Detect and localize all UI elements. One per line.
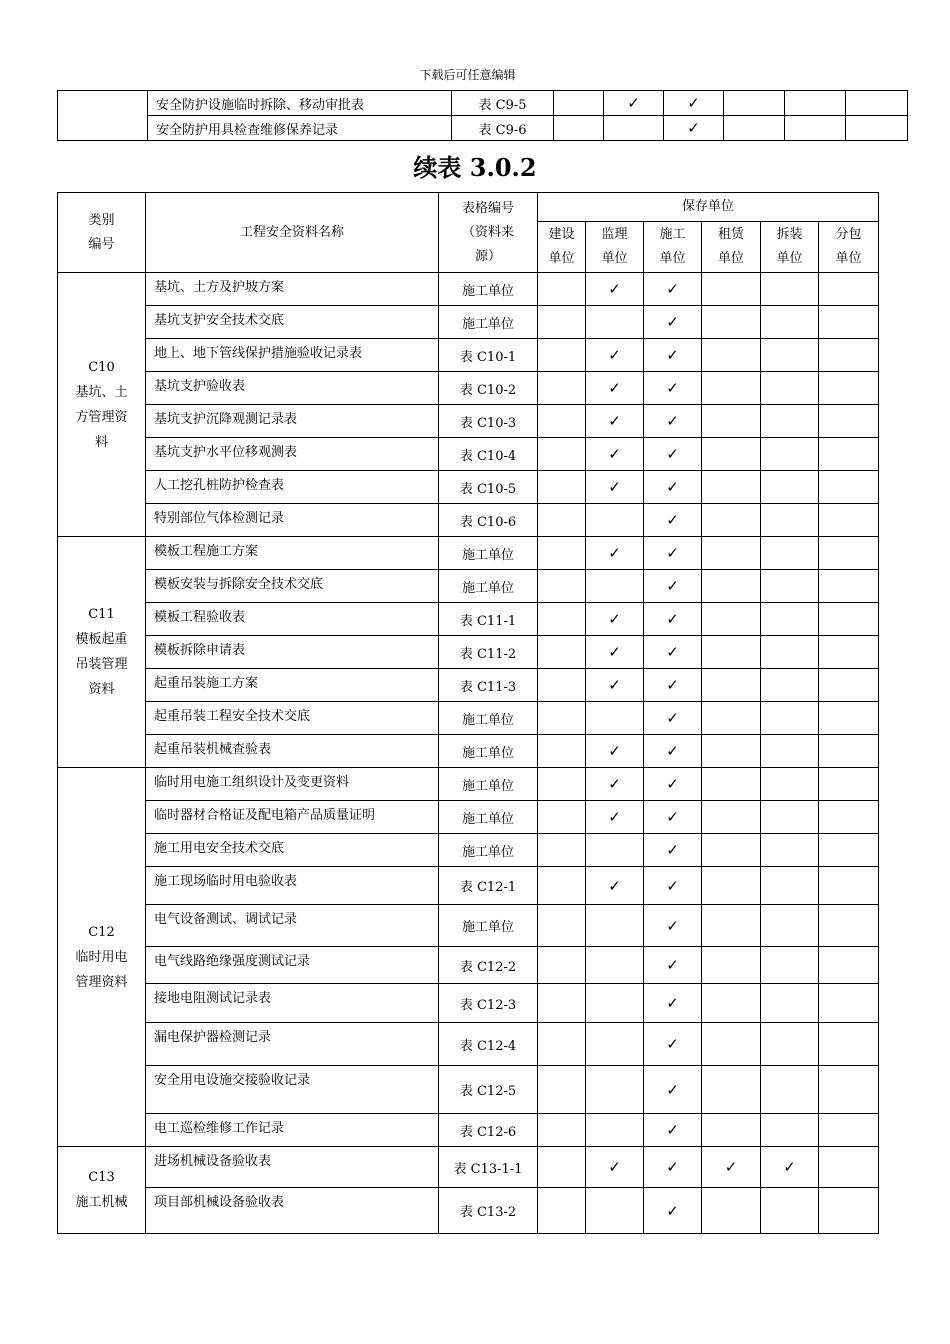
empty-cell (819, 438, 879, 471)
record-code: 施工单位 (439, 834, 538, 867)
empty-cell (702, 984, 761, 1023)
empty-cell (538, 636, 586, 669)
record-code: 施工单位 (439, 306, 538, 339)
empty-cell (538, 537, 586, 570)
empty-cell (819, 867, 879, 905)
category-cell (58, 91, 148, 141)
empty-cell (538, 768, 586, 801)
check-mark: ✓ (644, 702, 702, 735)
empty-cell (702, 1114, 761, 1147)
empty-cell (761, 669, 819, 702)
empty-cell (586, 947, 644, 984)
empty-cell (538, 1147, 586, 1188)
record-name: 人工挖孔桩防护检查表 (146, 471, 439, 504)
category-cell: C13 施工机械 (58, 1147, 146, 1234)
record-code: 表 C11-1 (439, 603, 538, 636)
check-mark: ✓ (644, 867, 702, 905)
table-row (58, 273, 879, 306)
empty-cell (819, 669, 879, 702)
top-table (57, 90, 908, 141)
empty-cell (702, 735, 761, 768)
check-mark: ✓ (644, 405, 702, 438)
header-unit: 监理 单位 (586, 222, 644, 273)
check-mark: ✓ (644, 504, 702, 537)
record-code: 表 C10-5 (439, 471, 538, 504)
empty-cell (538, 405, 586, 438)
empty-cell (702, 801, 761, 834)
table-row (58, 306, 879, 339)
table-row (58, 636, 879, 669)
record-name: 安全防护设施临时拆除、移动审批表 (148, 91, 452, 116)
empty-cell (702, 537, 761, 570)
empty-cell (538, 306, 586, 339)
record-name: 电气设备测试、调试记录 (146, 905, 439, 947)
empty-cell (604, 116, 664, 141)
record-code: 施工单位 (439, 735, 538, 768)
check-mark: ✓ (586, 867, 644, 905)
empty-cell (538, 801, 586, 834)
empty-cell (819, 537, 879, 570)
record-code: 表 C9-6 (452, 116, 554, 141)
table-row (58, 471, 879, 504)
empty-cell (586, 1066, 644, 1114)
empty-cell (761, 1188, 819, 1234)
header-code: 表格编号 （资料来 源） (439, 193, 538, 273)
table-row (58, 504, 879, 537)
empty-cell (702, 702, 761, 735)
empty-cell (702, 570, 761, 603)
empty-cell (702, 636, 761, 669)
empty-cell (761, 735, 819, 768)
record-code: 施工单位 (439, 768, 538, 801)
empty-cell (538, 947, 586, 984)
empty-cell (761, 984, 819, 1023)
empty-cell (819, 306, 879, 339)
check-mark: ✓ (644, 603, 702, 636)
empty-cell (702, 867, 761, 905)
empty-cell (702, 471, 761, 504)
check-mark: ✓ (644, 735, 702, 768)
record-name: 基坑支护水平位移观测表 (146, 438, 439, 471)
empty-cell (538, 669, 586, 702)
check-mark: ✓ (586, 405, 644, 438)
record-name: 模板拆除申请表 (146, 636, 439, 669)
empty-cell (761, 471, 819, 504)
record-name: 模板工程施工方案 (146, 537, 439, 570)
empty-cell (702, 669, 761, 702)
check-mark: ✓ (702, 1147, 761, 1188)
record-code: 施工单位 (439, 801, 538, 834)
empty-cell (586, 984, 644, 1023)
table-row (58, 116, 908, 141)
record-code: 表 C12-2 (439, 947, 538, 984)
table-row (58, 984, 879, 1023)
empty-cell (586, 570, 644, 603)
empty-cell (586, 306, 644, 339)
check-mark: ✓ (586, 273, 644, 306)
empty-cell (586, 1114, 644, 1147)
table-row (58, 1023, 879, 1066)
empty-cell (586, 905, 644, 947)
record-code: 表 C10-4 (439, 438, 538, 471)
check-mark: ✓ (644, 984, 702, 1023)
empty-cell (761, 273, 819, 306)
empty-cell (761, 537, 819, 570)
empty-cell (761, 905, 819, 947)
record-name: 漏电保护器检测记录 (146, 1023, 439, 1066)
empty-cell (702, 438, 761, 471)
record-code: 表 C12-6 (439, 1114, 538, 1147)
empty-cell (538, 1188, 586, 1234)
check-mark: ✓ (644, 1188, 702, 1234)
check-mark: ✓ (644, 1147, 702, 1188)
empty-cell (819, 504, 879, 537)
record-code: 表 C10-2 (439, 372, 538, 405)
record-name: 基坑支护验收表 (146, 372, 439, 405)
header-storage: 保存单位 (538, 193, 879, 222)
empty-cell (761, 768, 819, 801)
empty-cell (702, 273, 761, 306)
empty-cell (761, 504, 819, 537)
check-mark: ✓ (586, 735, 644, 768)
empty-cell (761, 438, 819, 471)
empty-cell (586, 834, 644, 867)
empty-cell (819, 636, 879, 669)
category-cell: C11 模板起重 吊装管理 资料 (58, 537, 146, 768)
check-mark: ✓ (644, 834, 702, 867)
empty-cell (761, 603, 819, 636)
empty-cell (538, 735, 586, 768)
table-row (58, 438, 879, 471)
check-mark: ✓ (586, 438, 644, 471)
record-code: 表 C13-1-1 (439, 1147, 538, 1188)
empty-cell (819, 905, 879, 947)
table-row (58, 1188, 879, 1234)
record-code: 表 C9-5 (452, 91, 554, 116)
check-mark: ✓ (644, 768, 702, 801)
empty-cell (586, 1023, 644, 1066)
empty-cell (702, 905, 761, 947)
record-name: 基坑支护沉降观测记录表 (146, 405, 439, 438)
table-row (58, 1066, 879, 1114)
main-table (57, 192, 879, 1234)
empty-cell (819, 339, 879, 372)
empty-cell (538, 834, 586, 867)
check-mark: ✓ (586, 1147, 644, 1188)
empty-cell (554, 91, 604, 116)
record-code: 表 C12-4 (439, 1023, 538, 1066)
record-name: 项目部机械设备验收表 (146, 1188, 439, 1234)
record-name: 模板安装与拆除安全技术交底 (146, 570, 439, 603)
empty-cell (819, 1114, 879, 1147)
table-row (58, 570, 879, 603)
header-unit: 租赁 单位 (702, 222, 761, 273)
record-name: 起重吊装机械查验表 (146, 735, 439, 768)
record-name: 进场机械设备验收表 (146, 1147, 439, 1188)
empty-cell (586, 702, 644, 735)
check-mark: ✓ (644, 273, 702, 306)
empty-cell (819, 735, 879, 768)
empty-cell (538, 603, 586, 636)
empty-cell (702, 768, 761, 801)
check-mark: ✓ (644, 1023, 702, 1066)
table-row (58, 603, 879, 636)
record-code: 表 C10-1 (439, 339, 538, 372)
empty-cell (761, 1114, 819, 1147)
check-mark: ✓ (586, 768, 644, 801)
table-row (58, 1114, 879, 1147)
empty-cell (724, 116, 785, 141)
empty-cell (819, 471, 879, 504)
table-row (58, 905, 879, 947)
table-row (58, 339, 879, 372)
record-name: 接地电阻测试记录表 (146, 984, 439, 1023)
table-row (58, 91, 908, 116)
check-mark: ✓ (644, 471, 702, 504)
table-row (58, 801, 879, 834)
empty-cell (846, 116, 908, 141)
record-name: 电气线路绝缘强度测试记录 (146, 947, 439, 984)
check-mark: ✓ (586, 801, 644, 834)
empty-cell (538, 471, 586, 504)
record-name: 电工巡检维修工作记录 (146, 1114, 439, 1147)
empty-cell (702, 1188, 761, 1234)
record-code: 表 C13-2 (439, 1188, 538, 1234)
check-mark: ✓ (644, 339, 702, 372)
empty-cell (761, 636, 819, 669)
record-code: 表 C10-6 (439, 504, 538, 537)
check-mark: ✓ (586, 339, 644, 372)
empty-cell (538, 1023, 586, 1066)
empty-cell (724, 91, 785, 116)
empty-cell (538, 1066, 586, 1114)
record-code: 表 C12-1 (439, 867, 538, 905)
empty-cell (538, 570, 586, 603)
empty-cell (819, 1066, 879, 1114)
table-row (58, 702, 879, 735)
table-row (58, 669, 879, 702)
empty-cell (538, 438, 586, 471)
table-row (58, 372, 879, 405)
empty-cell (538, 984, 586, 1023)
empty-cell (761, 372, 819, 405)
header-note: 下载后可任意编辑 (419, 68, 516, 82)
check-mark: ✓ (644, 636, 702, 669)
check-mark: ✓ (761, 1147, 819, 1188)
empty-cell (819, 1188, 879, 1234)
check-mark: ✓ (644, 669, 702, 702)
empty-cell (819, 984, 879, 1023)
empty-cell (538, 339, 586, 372)
empty-cell (702, 947, 761, 984)
check-mark: ✓ (586, 603, 644, 636)
table-title: 续表 3.0.2 (413, 153, 537, 182)
empty-cell (702, 306, 761, 339)
record-code: 施工单位 (439, 905, 538, 947)
empty-cell (702, 1066, 761, 1114)
header-name: 工程安全资料名称 (146, 193, 439, 273)
record-name: 临时用电施工组织设计及变更资料 (146, 768, 439, 801)
record-code: 表 C11-2 (439, 636, 538, 669)
record-code: 施工单位 (439, 537, 538, 570)
empty-cell (586, 504, 644, 537)
record-name: 安全防护用具检查维修保养记录 (148, 116, 452, 141)
record-name: 地上、地下管线保护措施验收记录表 (146, 339, 439, 372)
table-row (58, 537, 879, 570)
check-mark: ✓ (644, 801, 702, 834)
table-row (58, 947, 879, 984)
empty-cell (819, 273, 879, 306)
empty-cell (538, 1114, 586, 1147)
empty-cell (702, 339, 761, 372)
empty-cell (761, 801, 819, 834)
record-code: 表 C12-5 (439, 1066, 538, 1114)
record-name: 模板工程验收表 (146, 603, 439, 636)
check-mark: ✓ (644, 570, 702, 603)
empty-cell (846, 91, 908, 116)
header-unit: 拆装 单位 (761, 222, 819, 273)
record-name: 起重吊装工程安全技术交底 (146, 702, 439, 735)
empty-cell (761, 306, 819, 339)
empty-cell (702, 1023, 761, 1066)
check-mark: ✓ (586, 537, 644, 570)
record-name: 特别部位气体检测记录 (146, 504, 439, 537)
empty-cell (538, 702, 586, 735)
check-mark: ✓ (644, 372, 702, 405)
empty-cell (538, 504, 586, 537)
table-row (58, 834, 879, 867)
empty-cell (538, 905, 586, 947)
empty-cell (702, 405, 761, 438)
empty-cell (702, 504, 761, 537)
check-mark: ✓ (586, 372, 644, 405)
empty-cell (702, 603, 761, 636)
empty-cell (819, 834, 879, 867)
table-row (58, 405, 879, 438)
empty-cell (785, 116, 846, 141)
empty-cell (761, 867, 819, 905)
empty-cell (785, 91, 846, 116)
check-mark: ✓ (644, 1066, 702, 1114)
table-row (58, 735, 879, 768)
record-code: 施工单位 (439, 273, 538, 306)
check-mark: ✓ (644, 1114, 702, 1147)
record-name: 起重吊装施工方案 (146, 669, 439, 702)
empty-cell (761, 405, 819, 438)
empty-cell (819, 372, 879, 405)
empty-cell (586, 1188, 644, 1234)
empty-cell (761, 834, 819, 867)
check-mark: ✓ (644, 537, 702, 570)
empty-cell (761, 947, 819, 984)
check-mark: ✓ (644, 947, 702, 984)
header-unit: 施工 单位 (644, 222, 702, 273)
check-mark: ✓ (586, 471, 644, 504)
empty-cell (819, 702, 879, 735)
record-code: 施工单位 (439, 570, 538, 603)
check-mark: ✓ (604, 91, 664, 116)
record-name: 施工用电安全技术交底 (146, 834, 439, 867)
empty-cell (761, 339, 819, 372)
empty-cell (819, 603, 879, 636)
header-category: 类别 编号 (58, 193, 146, 273)
table-row (58, 867, 879, 905)
category-cell: C12 临时用电 管理资料 (58, 768, 146, 1147)
empty-cell (538, 372, 586, 405)
record-name: 安全用电设施交接验收记录 (146, 1066, 439, 1114)
category-cell: C10 基坑、土 方管理资 料 (58, 273, 146, 537)
empty-cell (761, 1023, 819, 1066)
record-code: 表 C11-3 (439, 669, 538, 702)
table-row (58, 1147, 879, 1188)
record-name: 施工现场临时用电验收表 (146, 867, 439, 905)
empty-cell (819, 1147, 879, 1188)
empty-cell (819, 405, 879, 438)
table-row (58, 768, 879, 801)
empty-cell (819, 1023, 879, 1066)
empty-cell (761, 702, 819, 735)
record-code: 表 C12-3 (439, 984, 538, 1023)
empty-cell (702, 372, 761, 405)
record-name: 基坑、土方及护坡方案 (146, 273, 439, 306)
empty-cell (761, 1066, 819, 1114)
check-mark: ✓ (586, 636, 644, 669)
empty-cell (819, 768, 879, 801)
check-mark: ✓ (664, 91, 724, 116)
record-name: 基坑支护安全技术交底 (146, 306, 439, 339)
empty-cell (702, 834, 761, 867)
check-mark: ✓ (644, 905, 702, 947)
empty-cell (538, 273, 586, 306)
empty-cell (538, 867, 586, 905)
check-mark: ✓ (586, 669, 644, 702)
header-unit: 建设 单位 (538, 222, 586, 273)
record-code: 施工单位 (439, 702, 538, 735)
empty-cell (819, 570, 879, 603)
empty-cell (819, 947, 879, 984)
empty-cell (554, 116, 604, 141)
empty-cell (761, 570, 819, 603)
check-mark: ✓ (644, 438, 702, 471)
check-mark: ✓ (664, 116, 724, 141)
empty-cell (819, 801, 879, 834)
header-unit: 分包 单位 (819, 222, 879, 273)
record-code: 表 C10-3 (439, 405, 538, 438)
check-mark: ✓ (644, 306, 702, 339)
record-name: 临时器材合格证及配电箱产品质量证明 (146, 801, 439, 834)
